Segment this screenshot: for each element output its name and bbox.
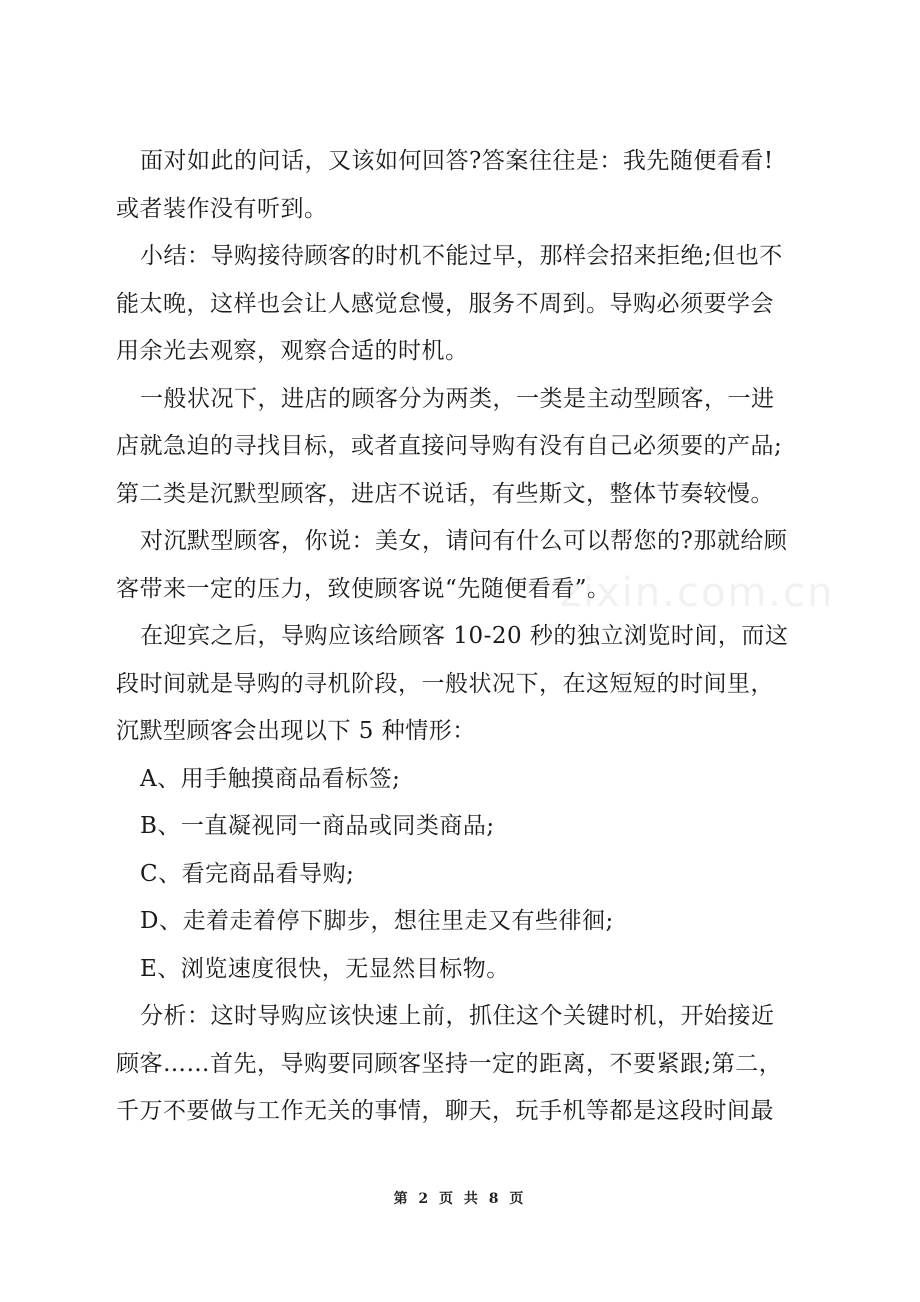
text-line: B、一直凝视同一商品或同类商品;	[140, 813, 495, 839]
text-line: 面对如此的问话，又该如何回答?答案往往是：我先随便看看!	[140, 148, 774, 174]
list-item	[116, 946, 828, 994]
paragraph	[116, 518, 828, 613]
page-footer: 第 2 页 共 8 页	[393, 1191, 527, 1207]
text-line: 客带来一定的压力，致使顾客说“先随便看看”。	[116, 575, 611, 602]
list-item	[116, 756, 828, 804]
text-line: 对沉默型顾客，你说：美女，请问有什么可以帮您的?那就给顾	[140, 528, 788, 554]
text-line: 分析：这时导购应该快速上前，抓住这个关键时机，开始接近	[140, 1003, 775, 1029]
text-line: 沉默型顾客会出现以下 5 种情形：	[116, 718, 476, 744]
text-line: D、走着走着停下脚步，想往里走又有些徘徊;	[140, 908, 614, 934]
text-line: 店就急迫的寻找目标，或者直接问导购有没有自己必须要的产品;	[116, 433, 783, 459]
list-item	[116, 898, 828, 946]
text-line: 在迎宾之后，导购应该给顾客 10-20 秒的独立浏览时间，而这	[140, 623, 789, 649]
document-body	[116, 138, 828, 1136]
text-line: 千万不要做与工作无关的事情，聊天，玩手机等都是这段时间最	[116, 1098, 774, 1124]
watermark: zixin.com.cn	[560, 570, 835, 616]
text-line: A、用手触摸商品看标签;	[140, 765, 401, 792]
text-line: 能太晚，这样也会让人感觉怠慢，服务不周到。导购必须要学会	[116, 290, 774, 317]
text-line: E、浏览速度很快，无显然目标物。	[140, 955, 510, 982]
list-item	[116, 851, 828, 899]
paragraph	[116, 993, 828, 1136]
paragraph	[116, 613, 828, 756]
paragraph	[116, 138, 828, 233]
text-line: 段时间就是导购的寻机阶段，一般状况下，在这短短的时间里，	[116, 670, 774, 697]
text-line: 或者装作没有听到。	[116, 195, 328, 222]
text-line: 第二类是沉默型顾客，进店不说话，有些斯文，整体节奏较慢。	[116, 480, 774, 507]
text-line: 小结：导购接待顾客的时机不能过早，那样会招来拒绝;但也不	[140, 243, 783, 269]
text-line: 一般状况下，进店的顾客分为两类，一类是主动型顾客，一进	[140, 385, 775, 412]
text-line: C、看完商品看导购;	[140, 860, 355, 887]
paragraph	[116, 376, 828, 519]
text-line: 用余光去观察，观察合适的时机。	[116, 338, 469, 364]
paragraph	[116, 233, 828, 376]
text-line: 顾客……首先，导购要同顾客坚持一定的距离，不要紧跟;第二，	[116, 1050, 783, 1077]
list-item	[116, 803, 828, 851]
